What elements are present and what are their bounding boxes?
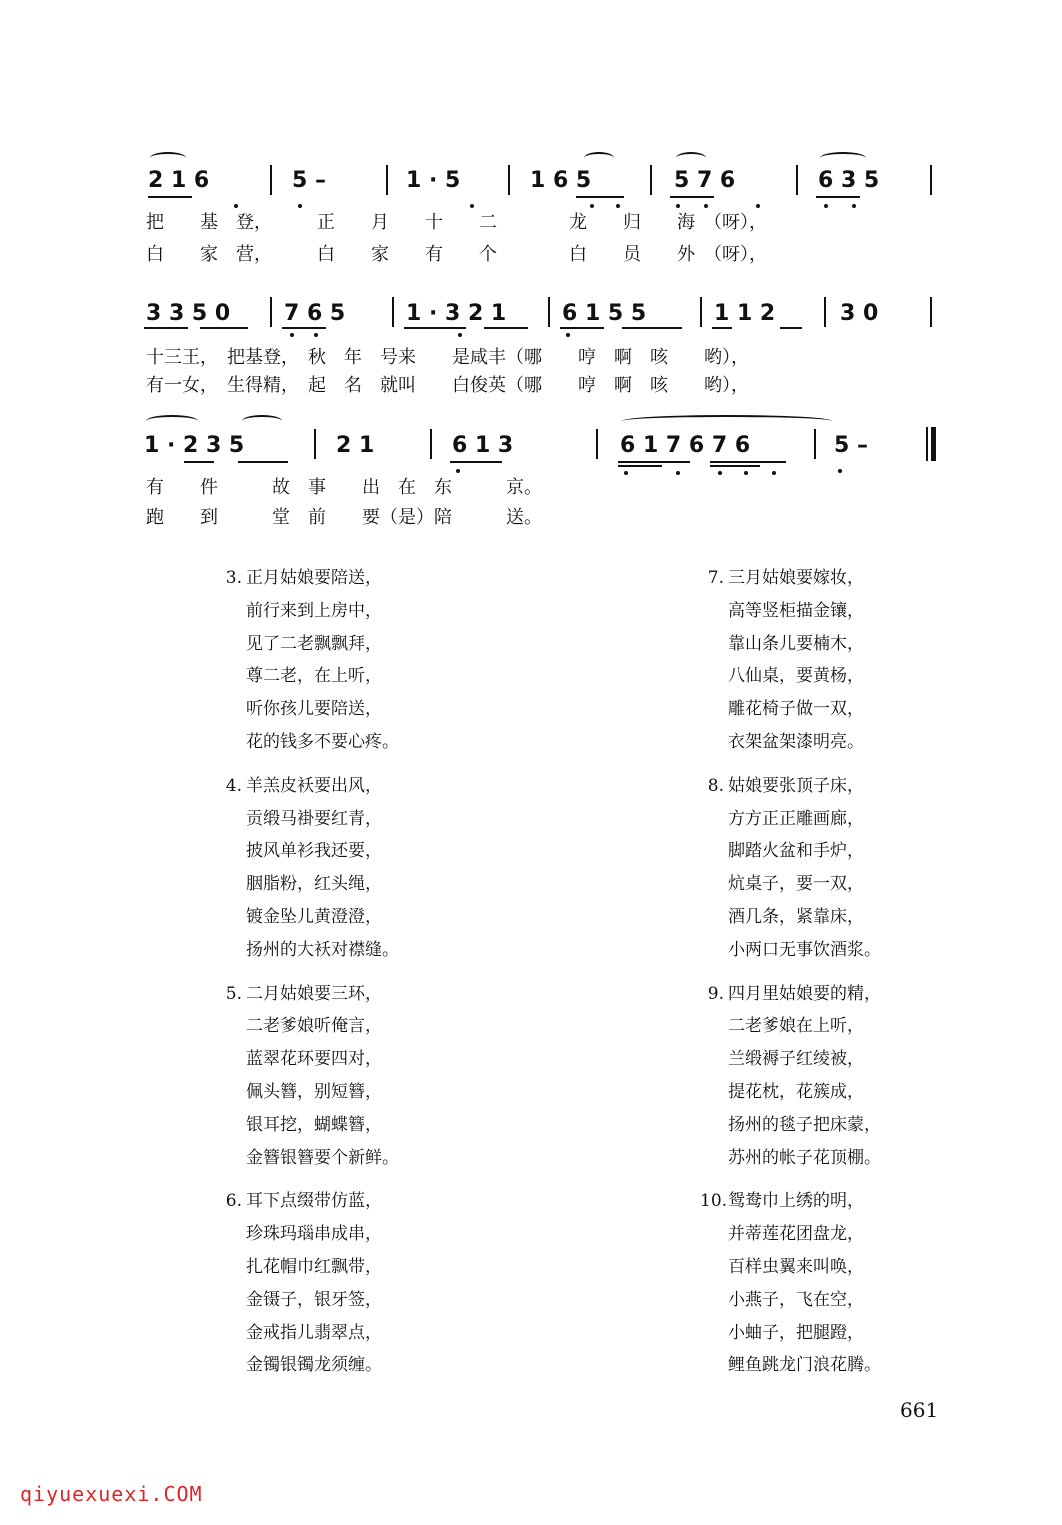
score-line-2 xyxy=(0,285,1062,395)
verse-6 xyxy=(218,1185,399,1382)
verse-line: 小蚰子，把腿蹬， xyxy=(728,1322,864,1343)
beam xyxy=(484,327,528,329)
verse-line: 前行来到上房中， xyxy=(246,600,382,621)
verse-line: 酒几条，紧靠床， xyxy=(728,906,864,927)
verse-line: 胭脂粉，红头绳， xyxy=(246,874,382,895)
barline xyxy=(930,165,932,195)
score-line-3 xyxy=(0,405,1062,528)
measure: 5 7 6 xyxy=(674,168,736,193)
verse-number: 10. xyxy=(700,1191,728,1212)
verse-line: 贡缎马褂要红青， xyxy=(246,808,382,829)
slur xyxy=(584,152,614,164)
measure: 1 6 5 xyxy=(530,168,592,193)
verse-number: 5. xyxy=(225,983,242,1004)
verse-line: 提花枕，花簇成， xyxy=(728,1081,864,1102)
verse-line: 银耳挖，蝴蝶簪， xyxy=(246,1114,382,1135)
verse-line: 鸳鸯巾上绣的明， xyxy=(728,1191,864,1212)
beam xyxy=(200,327,248,329)
verse-line: 小燕子，飞在空， xyxy=(728,1289,864,1310)
barline xyxy=(314,429,316,459)
score-line-1 xyxy=(0,140,1062,270)
beam xyxy=(450,461,502,463)
measure: 5 – xyxy=(292,168,326,193)
watermark: qiyuexuexi.COM xyxy=(20,1482,203,1506)
verse-number: 4. xyxy=(225,775,242,796)
lyric-verse-2: 白 家 营， 白 家 有 个 白 员 外 （呀）， xyxy=(146,244,767,265)
verse-line: 金簪银簪要个新鲜。 xyxy=(246,1147,399,1168)
verse-10 xyxy=(700,1185,881,1382)
verse-7 xyxy=(700,562,881,759)
verse-line: 高等竖柜描金镶， xyxy=(728,600,864,621)
measure: 2 1 6 xyxy=(148,168,210,193)
measure: 5 – xyxy=(834,433,868,458)
measure: 6 1 5 5 xyxy=(562,301,647,326)
verse-line: 炕桌子，要一双， xyxy=(728,874,864,895)
verse-line: 衣架盆架漆明亮。 xyxy=(728,731,864,752)
slur xyxy=(242,415,282,427)
verse-line: 二老爹娘听俺言， xyxy=(246,1016,382,1037)
verse-line: 见了二老飘飘拜， xyxy=(246,633,382,654)
octave-dot xyxy=(718,471,722,475)
verse-line: 二月姑娘要三环， xyxy=(246,983,382,1004)
beam xyxy=(816,196,860,198)
verse-4 xyxy=(218,770,399,967)
final-barline-thin xyxy=(926,427,928,461)
beam xyxy=(238,461,288,463)
verses-right xyxy=(700,562,881,1382)
verse-line: 八仙桌，要黄杨， xyxy=(728,666,864,687)
beam xyxy=(148,196,192,198)
octave-dot xyxy=(624,471,628,475)
measure: 3 0 xyxy=(840,301,879,326)
verse-line: 披风单衫我还要， xyxy=(246,841,382,862)
measure: 1 · 2 3 5 xyxy=(144,433,245,458)
verse-line: 小两口无事饮酒浆。 xyxy=(728,939,881,960)
verse-line: 镀金坠儿黄澄澄， xyxy=(246,906,382,927)
lyric-verse-1: 十三王， 把基登， 秋 年 号来 是咸丰（哪 哼 啊 咳 哟）， xyxy=(146,347,749,368)
beam xyxy=(710,461,786,463)
verse-line: 尊二老，在上听， xyxy=(246,666,382,687)
measure: 1 · 3 2 1 xyxy=(406,301,507,326)
verse-line: 四月里姑娘要的精， xyxy=(728,983,881,1004)
verse-line: 二老爹娘在上听， xyxy=(728,1016,864,1037)
verse-line: 并蒂莲花团盘龙， xyxy=(728,1224,864,1245)
verse-number: 3. xyxy=(225,568,242,588)
barline xyxy=(824,297,826,327)
octave-dot xyxy=(676,471,680,475)
verse-5 xyxy=(218,978,399,1175)
octave-dot xyxy=(852,204,856,208)
verse-line: 靠山条儿要楠木， xyxy=(728,633,864,654)
barline xyxy=(650,165,652,195)
verse-line: 扬州的大袄对襟缝。 xyxy=(246,939,399,960)
slur xyxy=(622,415,832,427)
barline xyxy=(596,429,598,459)
verse-line: 花的钱多不要心疼。 xyxy=(246,731,399,752)
beam xyxy=(622,327,682,329)
verse-line: 蓝翠花环要四对， xyxy=(246,1049,382,1070)
verse-line: 方方正正雕画廊， xyxy=(728,808,864,829)
barline xyxy=(548,297,550,327)
verse-line: 兰缎褥子红绫被， xyxy=(728,1049,864,1070)
measure: 6 1 7 6 7 6 xyxy=(620,433,751,458)
page-number: 661 xyxy=(900,1398,939,1422)
measure: 6 3 5 xyxy=(818,168,880,193)
slur xyxy=(820,152,866,164)
verse-line: 珍珠玛瑙串成串， xyxy=(246,1224,382,1245)
verse-number: 7. xyxy=(707,568,724,588)
octave-dot xyxy=(566,333,570,337)
verse-line: 鲤鱼跳龙门浪花腾。 xyxy=(728,1355,881,1376)
barline xyxy=(386,165,388,195)
measure: 2 1 xyxy=(336,433,375,458)
verse-line: 百样虫翼来叫唤， xyxy=(728,1256,864,1277)
beam xyxy=(404,327,466,329)
verse-number: 6. xyxy=(225,1191,242,1212)
lyric-verse-2: 跑 到 堂 前 要（是）陪 送。 xyxy=(146,507,542,528)
octave-dot xyxy=(772,471,776,475)
verse-line: 姑娘要张顶子床， xyxy=(728,775,864,796)
verse-line: 耳下点缀带仿蓝， xyxy=(246,1191,382,1212)
measure: 1 · 5 xyxy=(406,168,461,193)
lyric-verse-1: 把 基 登， 正 月 十 二 龙 归 海 （呀）， xyxy=(146,212,767,233)
barline xyxy=(270,297,272,327)
measure: 7 6 5 xyxy=(284,301,346,326)
verse-line: 金戒指儿翡翠点， xyxy=(246,1322,382,1343)
measure: 1 1 2 xyxy=(714,301,776,326)
beam xyxy=(670,196,714,198)
verse-line: 金镯银镯龙须缠。 xyxy=(246,1355,382,1376)
barline xyxy=(270,165,272,195)
barline xyxy=(700,297,702,327)
verse-line: 雕花椅子做一双， xyxy=(728,699,864,720)
verse-line: 金镊子，银牙签， xyxy=(246,1289,382,1310)
verse-8 xyxy=(700,770,881,967)
octave-dot xyxy=(744,471,748,475)
beam xyxy=(780,327,802,329)
beam xyxy=(618,465,662,467)
beam xyxy=(560,327,604,329)
verse-number: 8. xyxy=(707,775,724,796)
verse-line: 佩头簪，别短簪， xyxy=(246,1081,382,1102)
verse-line: 羊羔皮袄要出风， xyxy=(246,775,382,796)
verse-number: 9. xyxy=(707,983,724,1004)
verses-left xyxy=(218,562,399,1382)
octave-dot xyxy=(314,333,318,337)
slur xyxy=(676,152,706,164)
final-barline-thick xyxy=(931,427,936,461)
verse-line: 正月姑娘要陪送， xyxy=(246,568,382,588)
barline xyxy=(796,165,798,195)
verse-line: 苏州的帐子花顶棚。 xyxy=(728,1147,881,1168)
beam xyxy=(144,327,188,329)
verse-line: 扎花帽巾红飘带， xyxy=(246,1256,382,1277)
verse-line: 扬州的毯子把床蒙， xyxy=(728,1114,881,1135)
octave-dot xyxy=(290,333,294,337)
barline xyxy=(508,165,510,195)
barline xyxy=(392,297,394,327)
octave-dot xyxy=(824,204,828,208)
octave-dot xyxy=(458,333,462,337)
barline xyxy=(930,297,932,327)
measure: 6 1 3 xyxy=(452,433,514,458)
beam xyxy=(712,327,732,329)
barline xyxy=(814,429,816,459)
verse-line: 脚踏火盆和手炉， xyxy=(728,841,864,862)
beam xyxy=(184,461,214,463)
beam xyxy=(282,327,326,329)
slur xyxy=(146,415,198,427)
lyric-verse-2: 有一女， 生得精， 起 名 就叫 白俊英（哪 哼 啊 咳 哟）， xyxy=(146,375,749,396)
barline xyxy=(430,429,432,459)
octave-dot xyxy=(838,469,842,473)
lyric-verse-1: 有 件 故 事 出 在 东 京。 xyxy=(146,477,542,498)
verse-3 xyxy=(218,562,399,759)
beam xyxy=(618,461,690,463)
slur xyxy=(150,152,186,164)
verse-line: 听你孩儿要陪送， xyxy=(246,699,382,720)
verse-line: 三月姑娘要嫁妆， xyxy=(728,568,864,588)
measure: 3 3 5 0 xyxy=(146,301,231,326)
verse-9 xyxy=(700,978,881,1175)
beam xyxy=(710,465,760,467)
beam xyxy=(576,196,624,198)
